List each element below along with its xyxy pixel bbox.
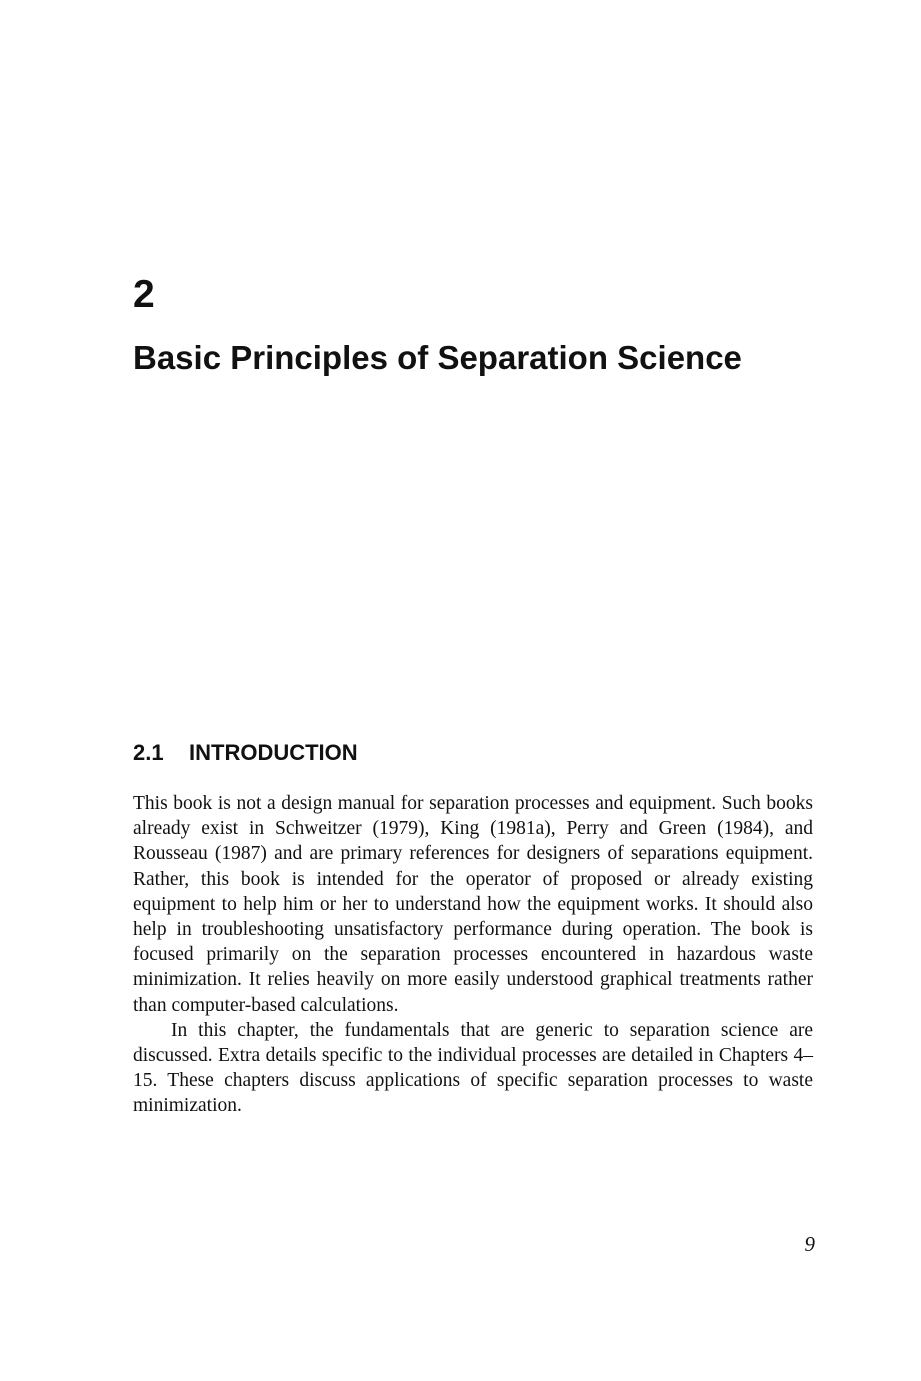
section-number: 2.1: [133, 740, 164, 765]
paragraph: This book is not a design manual for separation processes and equipment. Such books already exist in Schweitzer (1979), King (1981a), Perry and Green (1984), and Rousseau (1987) and are primary references for designers of separations equipment. Rather, this book is intended for the operator of proposed or already existing equipment to help him or her to understand how the equipment works. It should also help in troubleshooting unsatisfactory performance during operation. The book is focused primarily on the separation processes encountered in hazardous waste minimization. It relies heavily on more easily understood graphical treatments rather than computer-based calculations.: [133, 793, 813, 1016]
paragraph: In this chapter, the fundamentals that are generic to separation science are discussed. Extra details specific to the individual processes are detailed in Chapters 4–15. These chapters discuss applications of specific separation processes to waste minimization.: [133, 1019, 813, 1117]
chapter-number: 2: [133, 273, 155, 316]
section-heading: [133, 738, 358, 768]
chapter-title: Basic Principles of Separation Science: [133, 339, 742, 376]
page-number: 9: [804, 1232, 815, 1256]
body-text: [133, 791, 813, 1119]
section-title: INTRODUCTION: [189, 740, 358, 765]
